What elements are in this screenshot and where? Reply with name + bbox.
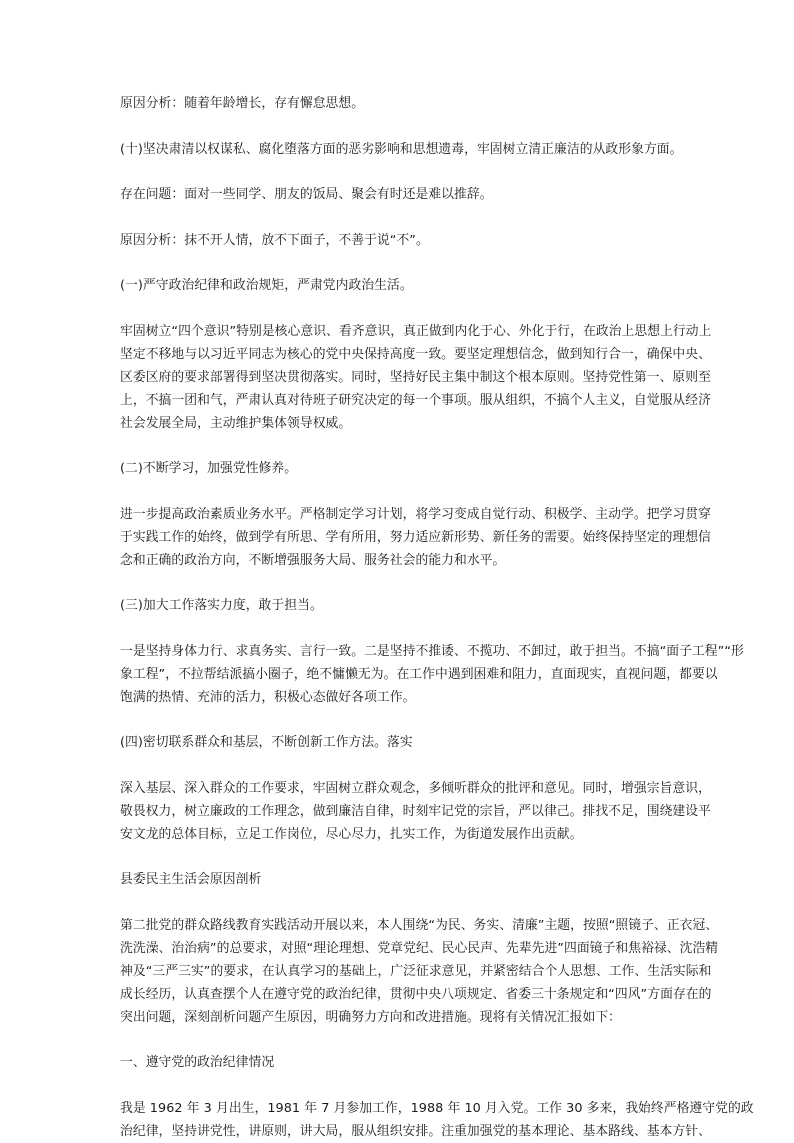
heading-three-implementation — [120, 594, 674, 617]
heading-one-political-discipline — [120, 274, 674, 297]
section-title-county-meeting — [120, 868, 674, 891]
paragraph-existing-problem — [120, 183, 674, 206]
text-line: 一、遵守党的政治纪律情况 — [120, 1055, 275, 1070]
text-line: 进一步提高政治素质业务水平。严格制定学习计划，将学习变成自觉行动、积极学、主动学。把学习贯穿 — [120, 506, 711, 522]
paragraph-personal-background — [120, 1097, 754, 1143]
text-line: 原因分析：随着年龄增长，存有懈怠思想。 — [120, 96, 365, 111]
text-line: 牢固树立“四个意识”特别是核心意识、看齐意识，真正做到内化于心、外化于行，在政治上思想上行动上 — [120, 323, 712, 339]
paragraph-study-plan — [120, 503, 711, 572]
heading-four-masses — [120, 731, 674, 754]
paragraph-reason-analysis-face — [120, 229, 674, 252]
text-line: 社会发展全局，主动维护集体领导权威。 — [120, 415, 352, 431]
text-line: 饱满的热情、充沛的活力，积极心态做好各项工作。 — [120, 689, 416, 705]
text-line: 治纪律，坚持讲党性，讲原则，讲大局，服从组织安排。注重加强党的基本理论、基本路线、基本方针、 — [120, 1123, 711, 1139]
paragraph-reason-analysis-aging — [120, 92, 674, 115]
heading-two-study — [120, 457, 674, 480]
text-line: 深入基层、深入群众的工作要求，牢固树立群众观念，多倾听群众的批评和意见。同时，增强宗旨意识， — [120, 780, 711, 796]
heading-compliance — [120, 1051, 674, 1074]
text-line: 第二批党的群众路线教育实践活动开展以来，本人围绕“为民、务实、清廉”主题，按照“照镜子、正衣冠、 — [120, 917, 719, 933]
text-line: 安文龙的总体目标，立足工作岗位，尽心尽力，扎实工作，为街道发展作出贡献。 — [120, 826, 583, 842]
text-line: (二)不断学习，加强党性修养。 — [120, 461, 298, 476]
text-line: 于实践工作的始终，做到学有所思、学有所用，努力适应新形势、新任务的需要。始终保持坚定的理想信 — [120, 529, 711, 545]
text-line: 一是坚持身体力行、求真务实、言行一致。二是坚持不推诿、不揽功、不卸过，敢于担当。不搞“面子工程”“形 — [120, 643, 744, 659]
text-line: 象工程”，不拉帮结派搞小圈子，绝不慵懒无为。在工作中遇到困难和阻力，直面现实，直视问题，都要以 — [120, 666, 718, 682]
text-line: 县委民主生活会原因剖析 — [120, 872, 262, 887]
text-line: 神及“三严三实”的要求，在认真学习的基础上，广泛征求意见，并紧密结合个人思想、工作、生活实际和 — [120, 963, 712, 979]
text-line: 念和正确的政治方向，不断增强服务大局、服务社会的能力和水平。 — [120, 552, 506, 568]
paragraph-take-responsibility — [120, 640, 744, 709]
paragraph-four-consciousness — [120, 320, 712, 435]
paragraph-second-batch — [120, 914, 719, 1029]
text-line: (四)密切联系群众和基层，不断创新工作方法。落实 — [120, 735, 413, 750]
text-line: (三)加大工作落实力度，敢于担当。 — [120, 598, 323, 613]
text-line: 坚定不移地与以习近平同志为核心的党中央保持高度一致。要坚定理想信念，做到知行合一，确保中央、 — [120, 346, 711, 362]
text-line: 突出问题，深刻剖析问题产生原因，明确努力方向和改进措施。现将有关情况汇报如下： — [120, 1009, 622, 1025]
paragraph-go-deep — [120, 777, 711, 846]
text-line: 原因分析：抹不开人情，放不下面子，不善于说“不”。 — [120, 232, 429, 248]
text-line: 我是 1962 年 3 月出生，1981 年 7 月参加工作，1988 年 10 月入党。工作 30 多来，我始终严格遵守党的政 — [120, 1100, 754, 1116]
text-line: (十)坚决肃清以权谋私、腐化堕落方面的恶劣影响和思想遗毒，牢固树立清正廉洁的从政形象方面。 — [120, 141, 683, 157]
text-line: 洗洗澡、治治病”的总要求，对照“理论理想、党章党纪、民心民声、先辈先进”四面镜子和焦裕禄、沈浩精 — [120, 940, 719, 956]
text-line: 成长经历，认真查摆个人在遵守党的政治纪律，贯彻中央八项规定、省委三十条规定和“四风”方面存在的 — [120, 986, 712, 1002]
text-line: 敬畏权力，树立廉政的工作理念，做到廉洁自律，时刻牢记党的宗旨，严以律己。排找不足，围绕建设平 — [120, 803, 711, 819]
paragraph-section-ten — [120, 138, 683, 161]
text-line: 存在问题：面对一些同学、朋友的饭局、聚会有时还是难以推辞。 — [120, 187, 493, 202]
text-line: (一)严守政治纪律和政治规矩，严肃党内政治生活。 — [120, 278, 413, 293]
text-line: 区委区府的要求部署得到坚决贯彻落实。同时，坚持好民主集中制这个根本原则。坚持党性第一、原则至 — [120, 369, 711, 385]
text-line: 上，不搞一团和气，严肃认真对待班子研究决定的每一个事项。服从组织，不搞个人主义，自觉服从经济 — [120, 392, 711, 408]
